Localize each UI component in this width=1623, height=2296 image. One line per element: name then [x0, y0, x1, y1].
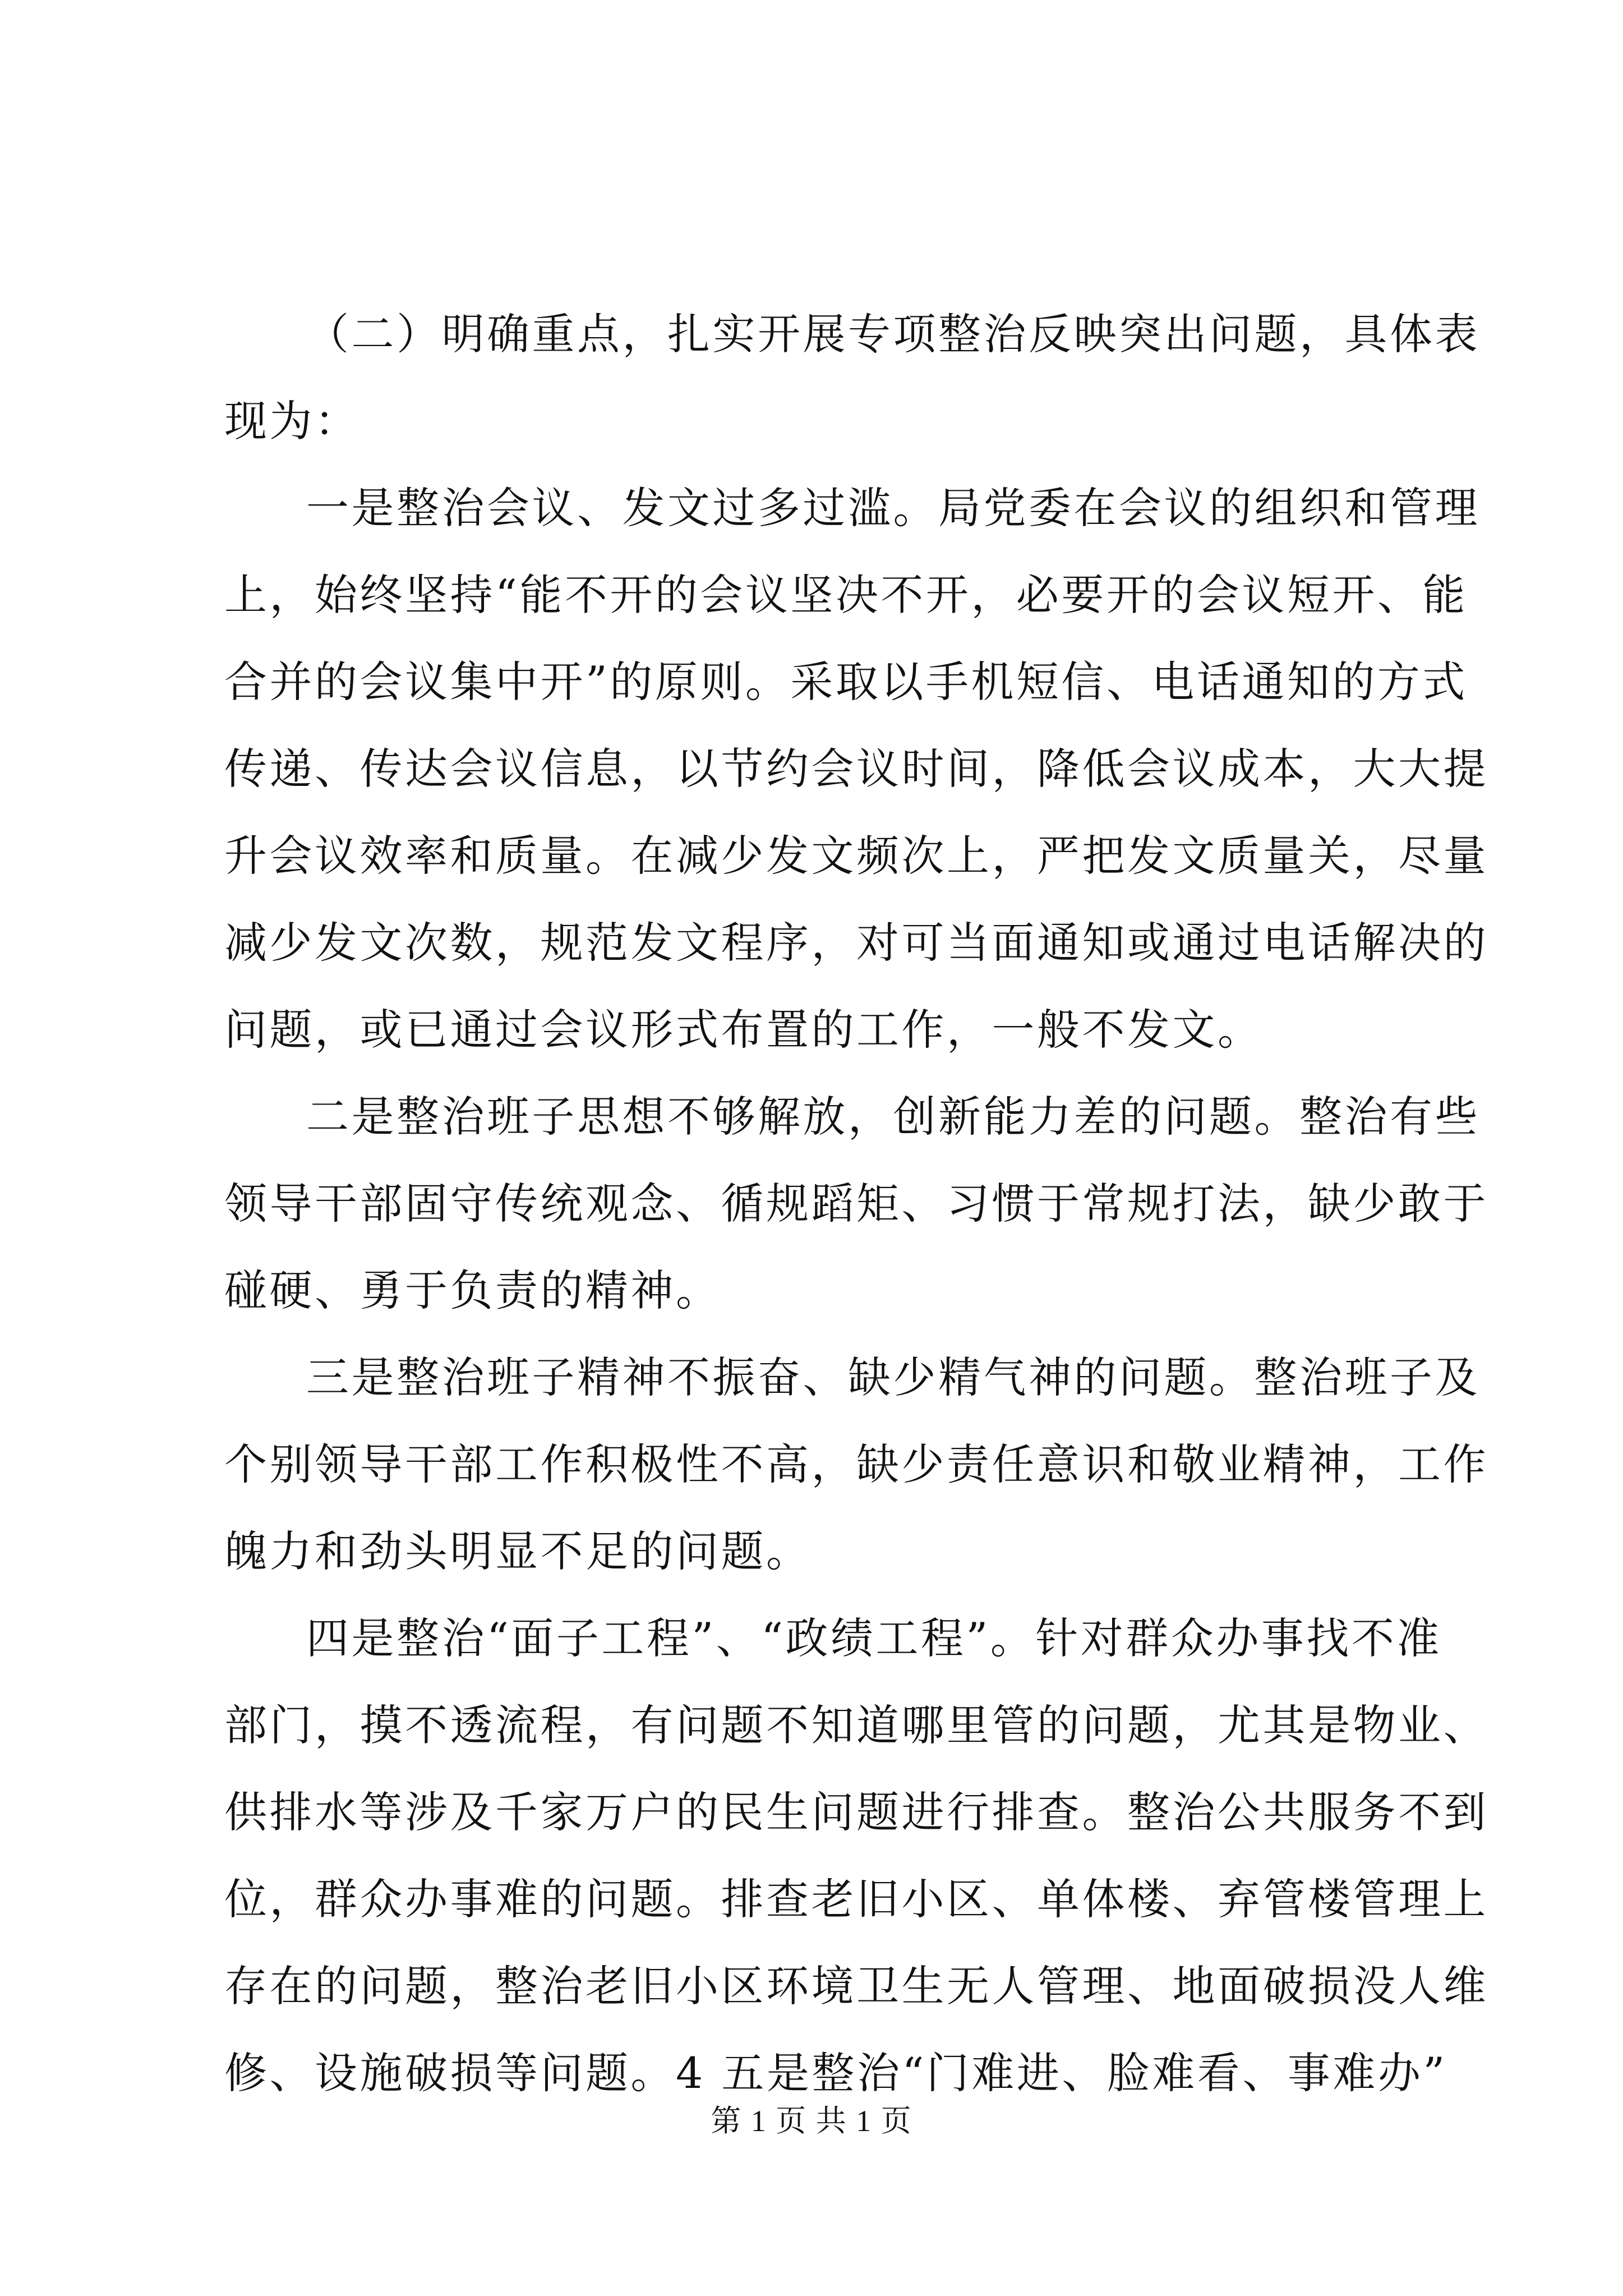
- paragraph-line: 三是整治班子精神不振奋、缺少精气神的问题。整治班子及: [306, 1352, 1480, 1402]
- paragraph-line: 供排水等涉及千家万户的民生问题进行排查。整治公共服务不到: [224, 1787, 1488, 1837]
- paragraph-line: 现为：: [224, 396, 360, 446]
- paragraph-line: 上，始终坚持“能不开的会议坚决不开，必要开的会议短开、能: [224, 570, 1468, 620]
- paragraph-line: 个别领导干部工作积极性不高，缺少责任意识和敬业精神，工作: [224, 1439, 1488, 1489]
- paragraph-line: （二）明确重点，扎实开展专项整治反映突出问题，具体表: [306, 309, 1480, 359]
- paragraph-line: 位，群众办事难的问题。排查老旧小区、单体楼、弃管楼管理上: [224, 1874, 1488, 1924]
- paragraph-line: 四是整治“面子工程”、“政绩工程”。针对群众办事找不准: [306, 1613, 1442, 1663]
- paragraph-line: 碰硬、勇于负责的精神。: [224, 1266, 721, 1315]
- paragraph-line: 领导干部固守传统观念、循规蹈矩、习惯于常规打法，缺少敢于: [224, 1179, 1488, 1228]
- paragraph-line: 修、设施破损等问题。4 五是整治“门难进、脸难看、事难办”: [224, 2048, 1447, 2098]
- paragraph-line: 部门，摸不透流程，有问题不知道哪里管的问题，尤其是物业、: [224, 1700, 1488, 1750]
- paragraph-line: 合并的会议集中开”的原则。采取以手机短信、电话通知的方式: [224, 657, 1468, 707]
- paragraph-line: 二是整治班子思想不够解放，创新能力差的问题。整治有些: [306, 1092, 1480, 1142]
- paragraph-line: 存在的问题，整治老旧小区环境卫生无人管理、地面破损没人维: [224, 1961, 1488, 2011]
- page-number-footer: 第 1 页 共 1 页: [711, 2104, 912, 2138]
- document-body: [224, 291, 1488, 2116]
- paragraph-line: 一是整治会议、发文过多过滥。局党委在会议的组织和管理: [306, 483, 1480, 533]
- paragraph-line: 减少发文次数，规范发文程序，对可当面通知或通过电话解决的: [224, 918, 1488, 968]
- paragraph-line: 升会议效率和质量。在减少发文频次上，严把发文质量关，尽量: [224, 831, 1488, 881]
- paragraph-line: 魄力和劲头明显不足的问题。: [224, 1526, 811, 1576]
- paragraph-line: 传递、传达会议信息，以节约会议时间，降低会议成本，大大提: [224, 744, 1488, 794]
- paragraph-line: 问题，或已通过会议形式布置的工作，一般不发文。: [224, 1005, 1263, 1055]
